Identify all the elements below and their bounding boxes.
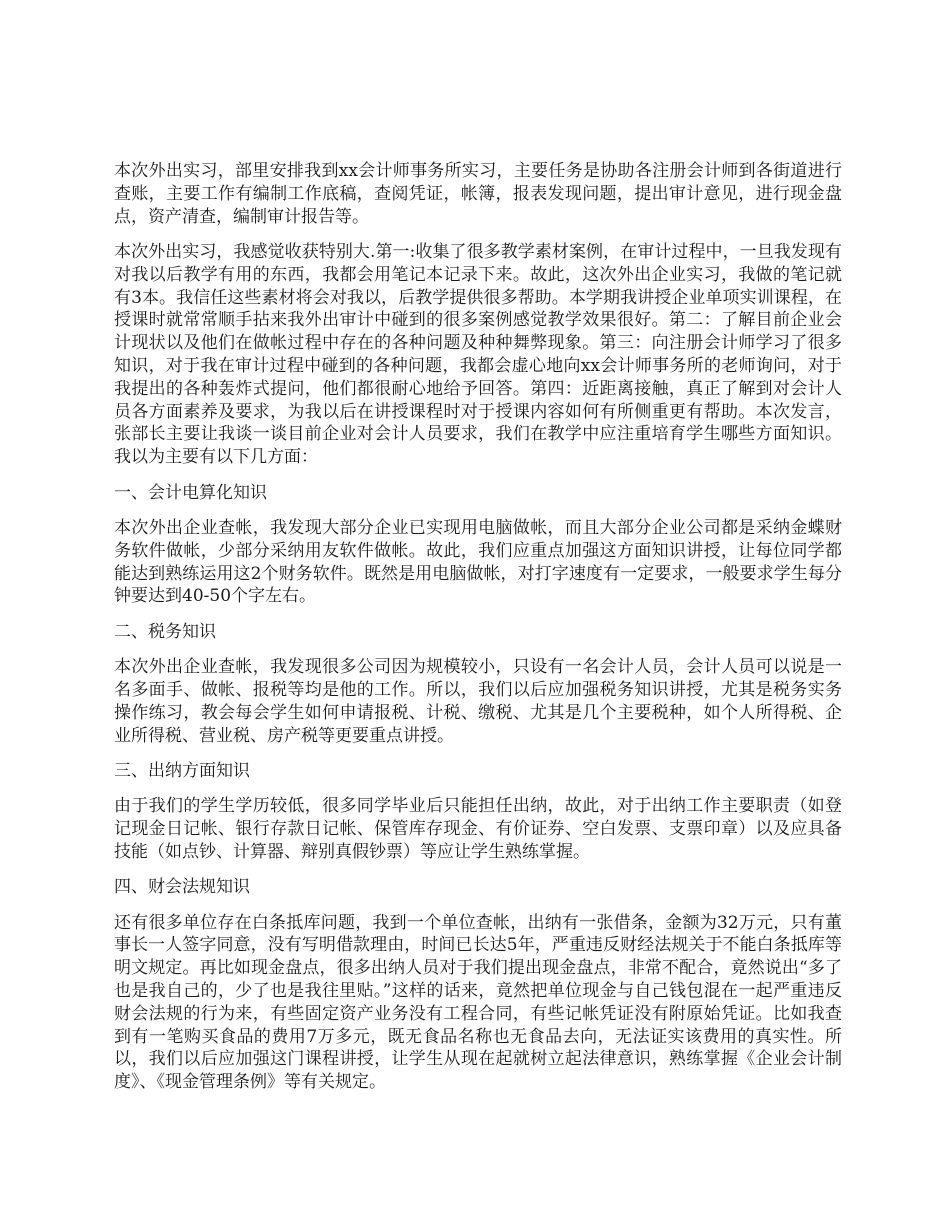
paragraph-cashier-knowledge: 由于我们的学生学历较低，很多同学毕业后只能担任出纳，故此，对于出纳工作主要职责（如登记现金日记帐、银行存款日记帐、保管库存现金、有价证券、空白发票、支票印章）以及应具备技能（如点钞、计算器、辩别真假钞票）等应让学生熟练掌握。	[114, 796, 842, 862]
paragraph-internship-task: 本次外出实习，部里安排我到xx会计师事务所实习，主要任务是协助各注册会计师到各街道进行查账，主要工作有编制工作底稿，查阅凭证，帐簿，报表发现问题，提出审计意见，进行现金盘点，资产清查，编制审计报告等。	[114, 161, 842, 227]
paragraph-regulations-knowledge: 还有很多单位存在白条抵库问题，我到一个单位查帐，出纳有一张借条，金额为32万元，只有董事长一人签字同意，没有写明借款理由，时间已长达5年，严重违反财经法规关于不能白条抵库等明文规定。再比如现金盘点，很多出纳人员对于我们提出现金盘点，非常不配合，竟然说出“多了也是我自己的，少了也是我往里贴。”这样的话来，竟然把单位现金与自己钱包混在一起严重违反财会法规的行为来，有些固定资产业务没有工程合同，有些记帐凭证没有附原始凭证。比如我查到有一笔购买食品的费用7万多元，既无食品名称也无食品去向，无法证实该费用的真实性。所以，我们以后应加强这门课程讲授，让学生从现在起就树立起法律意识，熟练掌握《企业会计制度》、《现金管理条例》等有关规定。	[114, 912, 842, 1093]
heading-regulations-knowledge: 四、财会法规知识	[114, 877, 250, 898]
paragraph-accounting-computerization: 本次外出企业查帐，我发现大部分企业已实现用电脑做帐，而且大部分企业公司都是采纳金蝶财务软件做帐，少部分采纳用友软件做帐。故此，我们应重点加强这方面知识讲授，让每位同学都能达到熟练运用这2个财务软件。既然是用电脑做帐，对打字速度有一定要求，一般要求学生每分钟要达到40-50个字左右。	[114, 517, 842, 607]
paragraph-tax-knowledge: 本次外出企业查帐，我发现很多公司因为规模较小，只设有一名会计人员，会计人员可以说是一名多面手、做帐、报税等均是他的工作。所以，我们以后应加强税务知识讲授，尤其是税务实务操作练习，教会每会学生如何申请报税、计税、缴税、尤其是几个主要税种，如个人所得税、企业所得税、营业税、房产税等更要重点讲授。	[114, 657, 842, 746]
heading-tax-knowledge: 二、税务知识	[114, 621, 216, 642]
heading-cashier-knowledge: 三、出纳方面知识	[114, 760, 250, 781]
paragraph-internship-gains: 本次外出实习，我感觉收获特别大.第一:收集了很多教学素材案例，在审计过程中，一旦我发现有对我以后教学有用的东西，我都会用笔记本记录下来。故此，这次外出企业实习，我做的笔记就有3本。我信任这些素材将会对我以，后教学提供很多帮助。本学期我讲授企业单项实训课程，在授课时就常常顺手拈来我外出审计中碰到的很多案例感觉教学效果很好。第二：了解目前企业会计现状以及他们在做帐过程中存在的各种问题及种种舞弊现象。第三：向注册会计师学习了很多知识，对于我在审计过程中碰到的各种问题，我都会虚心地向xx会计师事务所的老师询问，对于我提出的各种轰炸式提问，他们都很耐心地给予回答。第四：近距离接触，真正了解到对会计人员各方面素养及要求，为我以后在讲授课程时对于授课内容如何有所侧重更有帮助。本次发言，张部长主要让我谈一谈目前企业对会计人员要求，我们在教学中应注重培育学生哪些方面知识。我以为主要有以下几方面：	[114, 241, 842, 468]
heading-accounting-computerization: 一、会计电算化知识	[114, 482, 267, 503]
document-body	[114, 160, 842, 1107]
